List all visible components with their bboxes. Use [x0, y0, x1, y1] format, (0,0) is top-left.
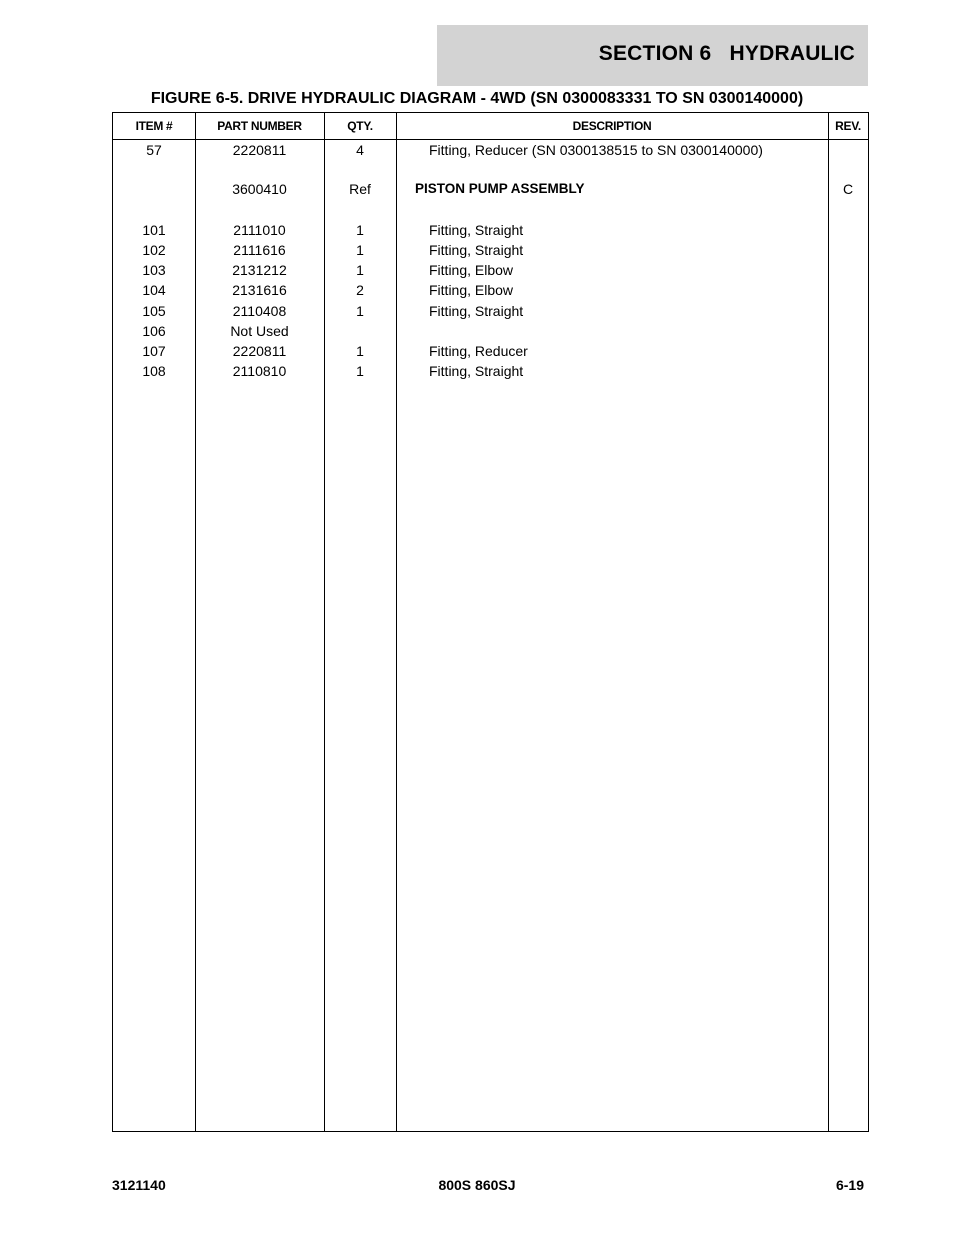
description: Fitting, Elbow	[429, 282, 514, 298]
item-number: 106	[142, 323, 166, 339]
footer-page-number: 6-19	[835, 1177, 864, 1193]
quantity: Ref	[349, 181, 371, 197]
description: Fitting, Straight	[429, 242, 524, 258]
quantity: 1	[356, 303, 364, 319]
footer-model: 800S 860SJ	[438, 1177, 516, 1193]
table-row	[113, 179, 868, 199]
description: PISTON PUMP ASSEMBLY	[415, 181, 585, 196]
description: Fitting, Straight	[429, 363, 524, 379]
item-number: 105	[142, 303, 166, 319]
table-row	[113, 280, 868, 300]
header-qty: QTY.	[347, 119, 373, 133]
figure-title: FIGURE 6-5. DRIVE HYDRAULIC DIAGRAM - 4WD (SN 0300083331 TO SN 0300140000)	[150, 90, 804, 107]
quantity: 1	[356, 262, 364, 278]
header-item: ITEM #	[135, 119, 173, 133]
item-number: 102	[142, 242, 166, 258]
part-number: 2111010	[233, 222, 286, 238]
quantity: 1	[356, 363, 364, 379]
description: Fitting, Straight	[429, 303, 524, 319]
item-number: 108	[142, 363, 166, 379]
part-number: 2111616	[233, 242, 286, 258]
table-row	[113, 260, 868, 280]
part-number: Not Used	[230, 323, 289, 339]
parts-table	[112, 112, 869, 1132]
item-number: 57	[146, 142, 162, 158]
header-part-number: PART NUMBER	[217, 119, 302, 133]
part-number: 2110810	[232, 363, 287, 379]
item-number: 107	[142, 343, 166, 359]
header-rev: REV.	[835, 119, 861, 133]
description: Fitting, Straight	[429, 222, 524, 238]
part-number: 2220811	[232, 142, 287, 158]
part-number: 2110408	[232, 303, 287, 319]
table-row	[113, 361, 868, 381]
quantity: 1	[356, 222, 364, 238]
item-number: 103	[142, 262, 166, 278]
header-description: DESCRIPTION	[572, 119, 652, 133]
footer-doc-number: 3121140	[112, 1177, 166, 1193]
quantity: 1	[356, 343, 364, 359]
table-row	[113, 341, 868, 361]
revision: C	[842, 181, 854, 197]
section-title: SECTION 6 HYDRAULIC	[598, 42, 855, 65]
part-number: 2220811	[232, 343, 287, 359]
table-row	[113, 140, 868, 160]
table-row	[113, 240, 868, 260]
item-number: 104	[142, 282, 166, 298]
quantity: 4	[356, 142, 364, 158]
description: Fitting, Elbow	[429, 262, 514, 278]
section-banner	[437, 25, 868, 86]
part-number: 3600410	[232, 181, 287, 197]
description: Fitting, Reducer	[429, 343, 528, 359]
part-number: 2131212	[232, 262, 287, 278]
table-row	[113, 321, 868, 341]
table-row	[113, 301, 868, 321]
quantity: 1	[356, 242, 364, 258]
table-row	[113, 220, 868, 240]
description: Fitting, Reducer (SN 0300138515 to SN 0300140000)	[429, 142, 763, 158]
quantity: 2	[356, 282, 364, 298]
item-number: 101	[142, 222, 166, 238]
part-number: 2131616	[232, 282, 287, 298]
